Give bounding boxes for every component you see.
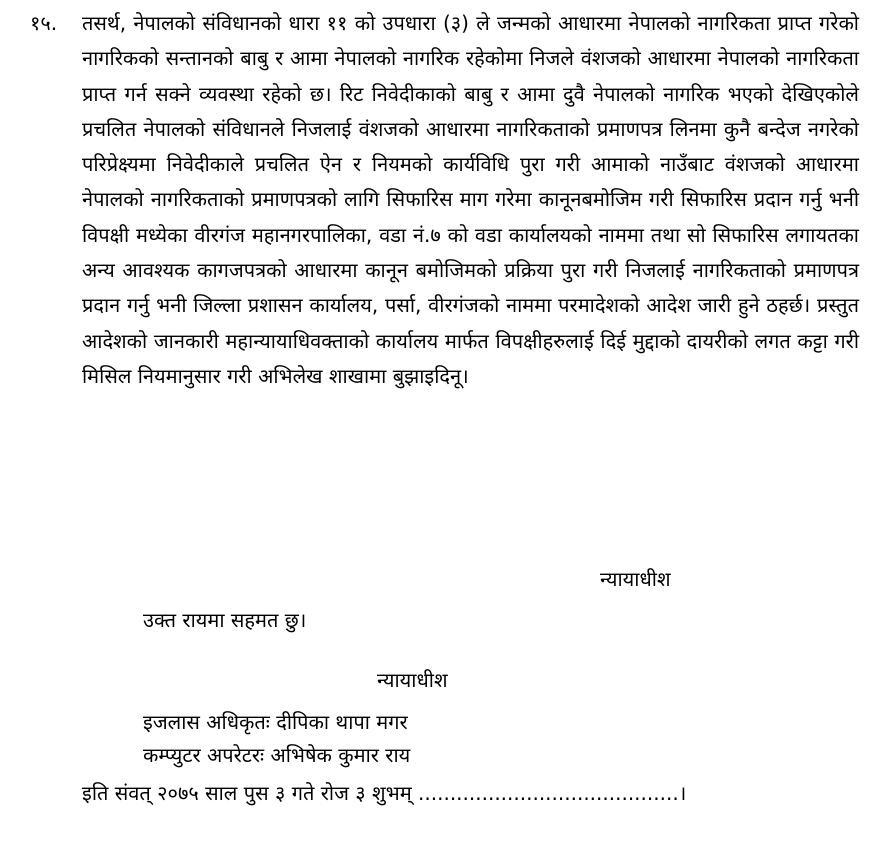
- court-officer-line: इजलास अधिकृतः दीपिका थापा मगर: [143, 710, 408, 734]
- computer-operator-line: कम्प्युटर अपरेटरः अभिषेक कुमार राय: [143, 743, 411, 767]
- judge-signature-2: न्यायाधीश: [377, 668, 448, 692]
- concurrence-statement: उक्त रायमा सहमत छु।: [143, 608, 307, 632]
- paragraph-text: तसर्थ, नेपालको संविधानको धारा ११ को उपधारा (३) ले जन्मको आधारमा नेपालको नागरिकता प्राप्त गरेको नागरिकको सन्तानको बाबु र आमा नेपालको नागरिक रहेकोमा निजले वंशजको आधारमा नेपालको नागरिकता प्राप्त गर्न सक्ने व्यवस्था रहेको छ। रिट निवेदीकाको बाबु र आमा दुवै नेपालको नागरिक भएको देखिएकोले प्रचलित नेपालको संविधानले निजलाई वंशजको आधारमा नागरिकताको प्रमाणपत्र लिनमा कुनै बन्देज नगरेको परिप्रेक्ष्यमा निवेदीकाले प्रचलित ऐन र नियमको कार्यविधि पुरा गरी आमाको नाउँबाट वंशजको आधारमा नेपालको नागरिकताको प्रमाणपत्रको लागि सिफारिस माग गरेमा कानूनबमोजिम गरी सिफारिस प्रदान गर्नु भनी विपक्षी मध्येका वीरगंज महानगरपालिका, वडा नं.७ को वडा कार्यालयको नाममा तथा सो सिफारिस लगायतका अन्य आवश्यक कागजपत्रको आधारमा कानून बमोजिमको प्रक्रिया पुरा गरी निजलाई नागरिकताको प्रमाणपत्र प्रदान गर्नु भनी जिल्ला प्रशासन कार्यालय, पर्सा, वीरगंजको नाममा परमादेशको आदेश जारी हुने ठहर्छ। प्रस्तुत आदेशको जानकारी महान्यायाधिवक्ताको कार्यालय मार्फत विपक्षीहरुलाई दिई मुद्दाको दायरीको लगत कट्टा गरी मिसिल नियमानुसार गरी अभिलेख शाखामा बुझाइदिनू।: [82, 11, 859, 388]
- closing-date-line: इति संवत् २०७५ साल पुस ३ गते रोज ३ शुभम् .........................................।: [82, 781, 687, 805]
- paragraph-number: १५.: [30, 11, 58, 35]
- judge-signature-1: न्यायाधीश: [600, 567, 671, 591]
